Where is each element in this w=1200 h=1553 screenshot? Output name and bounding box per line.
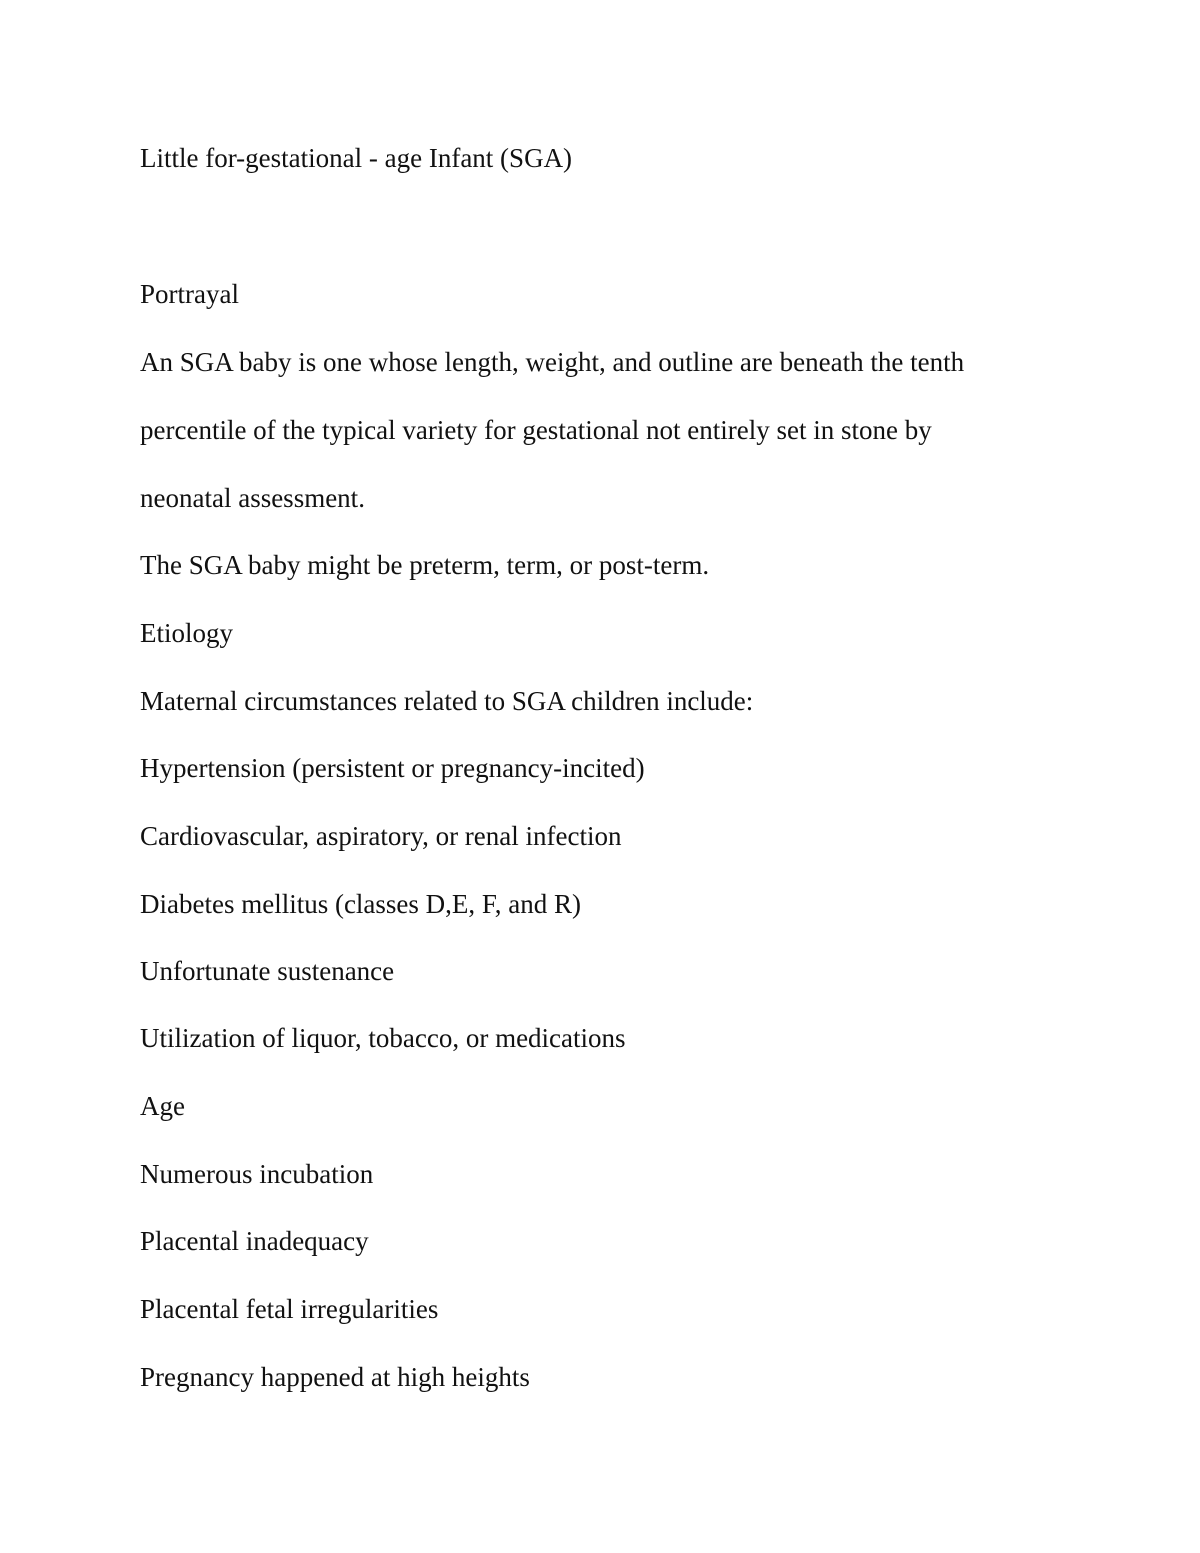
section-heading-etiology: Etiology xyxy=(140,618,233,648)
list-item: Diabetes mellitus (classes D,E, F, and R) xyxy=(140,889,582,919)
paragraph-line: An SGA baby is one whose length, weight, and outline are beneath the tenth xyxy=(140,347,965,377)
section-heading-portrayal: Portrayal xyxy=(140,279,239,309)
list-item: Unfortunate sustenance xyxy=(140,956,395,986)
list-item: Placental inadequacy xyxy=(140,1226,369,1256)
paragraph-line: neonatal assessment. xyxy=(140,483,365,513)
document-title: Little for-gestational - age Infant (SGA) xyxy=(140,143,573,173)
paragraph-line: Maternal circumstances related to SGA children include: xyxy=(140,686,754,716)
paragraph-line: The SGA baby might be preterm, term, or post-term. xyxy=(140,550,710,580)
list-item: Pregnancy happened at high heights xyxy=(140,1362,530,1392)
list-item: Utilization of liquor, tobacco, or medications xyxy=(140,1023,626,1053)
list-item: Hypertension (persistent or pregnancy-incited) xyxy=(140,753,645,783)
paragraph-line: percentile of the typical variety for gestational not entirely set in stone by xyxy=(140,415,932,445)
list-item: Numerous incubation xyxy=(140,1159,374,1189)
list-item: Age xyxy=(140,1091,185,1121)
list-item: Cardiovascular, aspiratory, or renal infection xyxy=(140,821,622,851)
list-item: Placental fetal irregularities xyxy=(140,1294,439,1324)
